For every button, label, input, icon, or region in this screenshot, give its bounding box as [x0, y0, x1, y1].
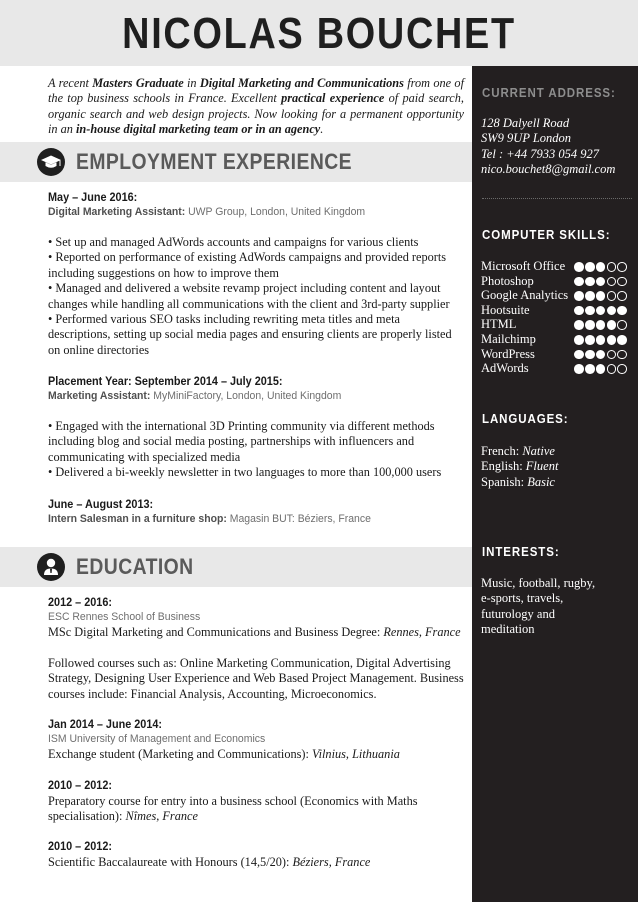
rating-dot-empty	[607, 291, 617, 301]
rating-dot-filled	[596, 291, 606, 301]
rating-dot-filled	[607, 306, 617, 316]
degree-place: Nîmes, France	[125, 809, 198, 824]
skill-name: AdWords	[481, 361, 529, 376]
job-date: Placement Year: September 2014 – July 2015:	[48, 374, 283, 388]
degree-text: Exchange student (Marketing and Communications):	[48, 747, 312, 761]
rating-dot-empty	[617, 364, 627, 374]
rating-dot-filled	[585, 364, 595, 374]
divider	[482, 198, 632, 199]
job-role: Digital Marketing Assistant:	[48, 206, 186, 218]
skill-row	[481, 317, 627, 332]
job-bullet: • Engaged with the international 3D Printing community via different methods including blog and social media posting, partnerships with influencers and communicating with specialized media	[48, 419, 435, 464]
rating-dot-filled	[574, 335, 584, 345]
rating-dot-filled	[585, 262, 595, 272]
job-bullet: • Set up and managed AdWords accounts and campaigns for various clients	[48, 235, 419, 249]
education-degree	[48, 855, 464, 870]
job-role: Marketing Assistant:	[48, 390, 151, 402]
candidate-name: NICOLAS BOUCHET	[122, 9, 516, 58]
language-name: English:	[481, 459, 526, 474]
skill-rating	[574, 291, 627, 300]
summary-text: from one of the top business schools in France. Excellent	[48, 76, 464, 106]
rating-dot-filled	[596, 277, 606, 287]
skill-rating	[574, 364, 627, 373]
summary-highlight: practical experience	[281, 91, 385, 106]
education-date: 2010 – 2012:	[48, 778, 112, 792]
skills-title: COMPUTER SKILLS:	[482, 228, 611, 242]
degree-place: Rennes, France	[383, 625, 461, 639]
language-row	[481, 459, 631, 474]
education-degree	[48, 747, 464, 762]
degree-place: Vilnius, Lithuania	[311, 747, 400, 761]
rating-dot-empty	[607, 350, 617, 360]
job-bullet: • Performed various SEO tasks including rewriting meta titles and meta descriptions, setting up social media pages and ensuring clients are properly listed on online directories	[48, 312, 452, 357]
education-date: 2012 – 2016:	[48, 595, 112, 609]
education-school: ISM University of Management and Economics	[48, 733, 266, 745]
person-icon	[37, 553, 65, 581]
skill-rating	[574, 335, 627, 344]
rating-dot-filled	[617, 335, 627, 345]
address-title: CURRENT ADDRESS:	[482, 86, 616, 100]
job-company: Magasin BUT: Béziers, France	[226, 513, 371, 525]
rating-dot-filled	[585, 277, 595, 287]
rating-dot-filled	[574, 364, 584, 374]
skill-name: Hootsuite	[481, 302, 530, 317]
job-title-line	[48, 513, 371, 525]
summary-text: .	[320, 121, 324, 136]
education-date: Jan 2014 – June 2014:	[48, 717, 163, 731]
rating-dot-empty	[607, 277, 617, 287]
job-date: May – June 2016:	[48, 190, 138, 204]
language-name: French:	[481, 444, 523, 458]
education-degree	[48, 794, 464, 825]
rating-dot-empty	[607, 364, 617, 374]
skills-list	[481, 259, 627, 376]
rating-dot-filled	[607, 320, 617, 330]
header-band	[0, 0, 638, 66]
graduation-cap-icon	[37, 148, 65, 176]
rating-dot-filled	[596, 262, 606, 272]
rating-dot-filled	[596, 364, 606, 374]
rating-dot-empty	[607, 262, 617, 272]
summary-highlight: Masters Graduate	[92, 76, 184, 90]
summary-highlight: in-house digital marketing team or in an agency	[76, 121, 321, 136]
job-bullet: • Delivered a bi-weekly newsletter in two languages to more than 100,000 users	[48, 465, 442, 480]
languages-title: LANGUAGES:	[482, 412, 569, 426]
job-bullets	[48, 419, 464, 481]
rating-dot-filled	[617, 306, 627, 316]
rating-dot-filled	[585, 306, 595, 316]
rating-dot-empty	[617, 277, 627, 287]
rating-dot-filled	[574, 350, 584, 360]
degree-text: MSc Digital Marketing and Communications and Business Degree:	[48, 625, 384, 639]
education-date: 2010 – 2012:	[48, 839, 112, 853]
skill-rating	[574, 262, 627, 271]
language-level: Fluent	[525, 459, 559, 474]
address-line: 128 Dalyell Road	[481, 116, 570, 130]
skill-name: Mailchimp	[481, 331, 536, 346]
skill-name: WordPress	[481, 346, 535, 361]
rating-dot-empty	[617, 350, 627, 360]
rating-dot-filled	[585, 335, 595, 345]
job-company: UWP Group, London, United Kingdom	[185, 206, 366, 218]
rating-dot-filled	[596, 335, 606, 345]
section-title-employment: EMPLOYMENT EXPERIENCE	[76, 149, 353, 174]
degree-place: Béziers, France	[292, 855, 371, 869]
skill-row	[481, 259, 627, 274]
skill-row	[481, 347, 627, 362]
skill-row	[481, 274, 627, 289]
interests-title: INTERESTS:	[482, 545, 560, 559]
rating-dot-filled	[574, 262, 584, 272]
skill-name: Photoshop	[481, 273, 534, 288]
rating-dot-filled	[596, 306, 606, 316]
job-bullet: • Managed and delivered a website revamp project including content and layout changes while handling all communications with the client and 3rd-party supplier	[48, 281, 450, 311]
language-level: Basic	[527, 474, 555, 489]
summary-text: A recent	[48, 76, 93, 90]
job-title-line	[48, 390, 341, 402]
rating-dot-filled	[585, 320, 595, 330]
job-date: June – August 2013:	[48, 497, 154, 511]
sidebar	[472, 66, 638, 902]
skill-rating	[574, 277, 627, 286]
rating-dot-filled	[574, 320, 584, 330]
skill-rating	[574, 320, 627, 329]
summary-text: of paid search, organic search and web design projects. Now looking for a permanent opportunity in an	[48, 91, 464, 136]
rating-dot-filled	[607, 335, 617, 345]
degree-text: Scientific Baccalaureate with Honours (14,5/20):	[48, 855, 293, 869]
skill-row	[481, 303, 627, 318]
education-degree	[48, 625, 464, 640]
skill-row	[481, 361, 627, 376]
degree-text: Preparatory course for entry into a business school (Economics with Maths specialisation):	[48, 794, 418, 824]
job-bullets	[48, 235, 464, 358]
rating-dot-empty	[617, 262, 627, 272]
job-title-line	[48, 206, 365, 218]
skill-row	[481, 332, 627, 347]
rating-dot-filled	[585, 350, 595, 360]
rating-dot-filled	[596, 350, 606, 360]
rating-dot-filled	[574, 277, 584, 287]
job-role: Intern Salesman in a furniture shop:	[48, 513, 227, 525]
skill-row	[481, 288, 627, 303]
interests-text: Music, football, rugby, e-sports, travels, futurology and meditation	[481, 576, 596, 636]
rating-dot-filled	[574, 306, 584, 316]
rating-dot-filled	[585, 291, 595, 301]
education-school: ESC Rennes School of Business	[48, 611, 201, 623]
language-name: Spanish:	[481, 474, 528, 489]
job-bullet: • Reported on performance of existing AdWords campaigns and provided reports including suggestions on how to improve them	[48, 250, 447, 280]
skill-name: Google Analytics	[481, 288, 569, 303]
rating-dot-empty	[617, 320, 627, 330]
skill-name: Microsoft Office	[481, 259, 566, 273]
education-section-header	[0, 547, 472, 587]
profile-summary	[48, 76, 464, 137]
summary-highlight: Digital Marketing and Communications	[199, 76, 404, 90]
education-courses-note: Followed courses such as: Online Marketing Communication, Digital Advertising Strategy, Designing User Experience and Web Based Project Management. Business courses include: Financial Analysis, Accounting, Microeconomics.	[48, 656, 464, 701]
skill-rating	[574, 350, 627, 359]
language-row	[481, 444, 631, 459]
phone-line: Tel : +44 7933 054 927	[481, 146, 600, 161]
rating-dot-filled	[596, 320, 606, 330]
rating-dot-empty	[617, 291, 627, 301]
skill-name: HTML	[481, 317, 517, 332]
address-block	[481, 116, 631, 177]
email-line[interactable]: nico.bouchet8@gmail.com	[481, 161, 616, 176]
language-row	[481, 475, 631, 490]
employment-section-header	[0, 142, 472, 182]
job-company: MyMiniFactory, London, United Kingdom	[150, 390, 342, 402]
summary-text: in	[183, 76, 200, 90]
section-title-education: EDUCATION	[76, 554, 194, 579]
skill-rating	[574, 306, 627, 315]
language-level: Native	[522, 444, 555, 458]
address-line: SW9 9UP London	[481, 131, 572, 146]
rating-dot-filled	[574, 291, 584, 301]
languages-list	[481, 444, 631, 490]
